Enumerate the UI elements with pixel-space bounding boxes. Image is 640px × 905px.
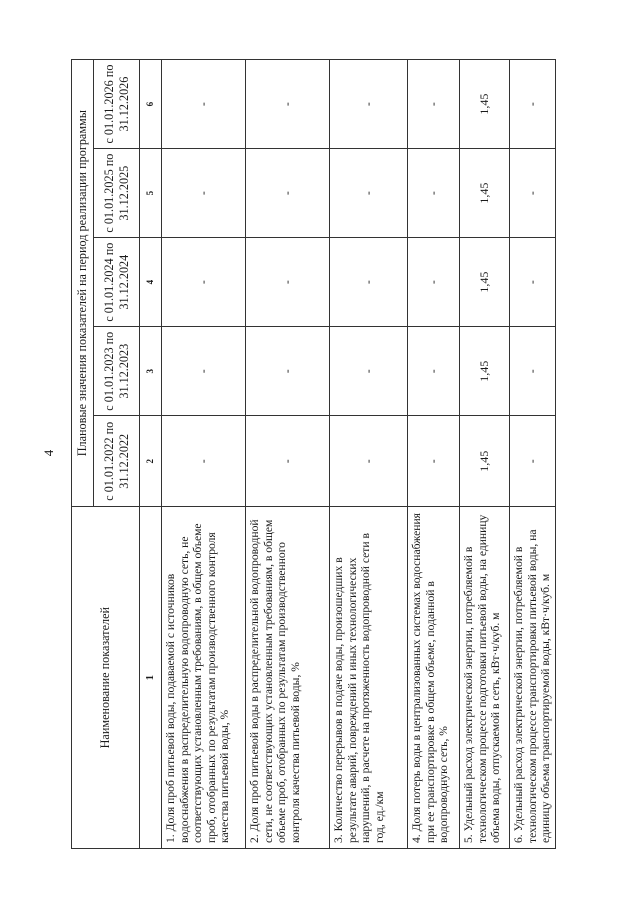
- indicator-value: -: [246, 327, 330, 416]
- indicator-value: -: [162, 238, 246, 327]
- indicators-table: [71, 59, 556, 849]
- column-number: 1: [140, 507, 162, 849]
- indicator-value: 1,45: [460, 238, 510, 327]
- indicator-value: -: [330, 60, 408, 149]
- column-number: 6: [140, 60, 162, 149]
- indicator-value: -: [330, 149, 408, 238]
- indicator-name: 6. Удельный расход электрической энергии, потребляемой в технологическом процессе транспортировки питьевой воды, на единицу объема транспортируемой воды, кВт·ч/куб. м: [510, 507, 556, 849]
- column-number: 3: [140, 327, 162, 416]
- header-row-title: [72, 60, 94, 849]
- indicator-value: -: [162, 60, 246, 149]
- column-number: 4: [140, 238, 162, 327]
- indicator-value: -: [330, 416, 408, 507]
- indicator-name: 2. Доля проб питьевой воды в распределительной водопроводной сети, не соответствующих установленным требованиям, в общем объеме проб, отобранных по результатам производственного контроля качества питьевой воды, %: [246, 507, 330, 849]
- indicator-name: 5. Удельный расход электрической энергии, потребляемой в технологическом процессе подготовки питьевой воды, на единицу объема воды, отпускаемой в сеть, кВт·ч/куб. м: [460, 507, 510, 849]
- plan-values-header: Плановые значения показателей на период реализации программы: [72, 60, 94, 507]
- indicator-value: -: [408, 60, 460, 149]
- indicator-value: -: [510, 60, 556, 149]
- indicator-value: -: [162, 416, 246, 507]
- indicator-value: -: [408, 149, 460, 238]
- indicator-value: 1,45: [460, 149, 510, 238]
- indicator-value: -: [246, 149, 330, 238]
- indicator-name: 4. Доля потерь воды в централизованных системах водоснабжения при ее транспортировке в общем объеме, поданной в водопроводную сеть, %: [408, 507, 460, 849]
- indicator-value: -: [162, 327, 246, 416]
- table-row: [510, 60, 556, 849]
- indicator-value: -: [246, 60, 330, 149]
- period-header: с 01.01.2022 по 31.12.2022: [94, 416, 140, 507]
- indicator-value: 1,45: [460, 327, 510, 416]
- indicator-value: -: [510, 238, 556, 327]
- indicator-value: -: [408, 238, 460, 327]
- indicator-value: -: [510, 327, 556, 416]
- indicator-value: -: [510, 416, 556, 507]
- column-number-row: [140, 60, 162, 849]
- indicator-value: -: [246, 416, 330, 507]
- indicator-value: -: [510, 149, 556, 238]
- column-number: 5: [140, 149, 162, 238]
- period-header: с 01.01.2025 по 31.12.2025: [94, 149, 140, 238]
- indicator-value: -: [330, 238, 408, 327]
- indicator-value: -: [408, 327, 460, 416]
- period-header: с 01.01.2026 по 31.12.2026: [94, 60, 140, 149]
- indicator-value: -: [408, 416, 460, 507]
- table-row: [408, 60, 460, 849]
- period-header: с 01.01.2024 по 31.12.2024: [94, 238, 140, 327]
- page-number: 4: [41, 449, 56, 457]
- table-row: [162, 60, 246, 849]
- column-number: 2: [140, 416, 162, 507]
- table-row: [460, 60, 510, 849]
- indicator-name: 3. Количество перерывов в подаче воды, произошедших в результате аварий, повреждений и иных технологических нарушений, в расчете на протяженность водопроводной сети в год, ед./км: [330, 507, 408, 849]
- indicators-table-container: [71, 59, 553, 849]
- indicator-value: -: [162, 149, 246, 238]
- period-header: с 01.01.2023 по 31.12.2023: [94, 327, 140, 416]
- indicator-value: -: [246, 238, 330, 327]
- indicator-value: -: [330, 327, 408, 416]
- table-row: [330, 60, 408, 849]
- name-column-header: Наименование показателей: [72, 507, 140, 849]
- indicator-value: 1,45: [460, 60, 510, 149]
- table-row: [246, 60, 330, 849]
- indicator-value: 1,45: [460, 416, 510, 507]
- indicator-name: 1. Доля проб питьевой воды, подаваемой с источников водоснабжения в распределительную водопроводную сеть, не соответствующих установленным требованиям, в общем объеме проб, отобранных по результатам производственного контроля качества питьевой воды, %: [162, 507, 246, 849]
